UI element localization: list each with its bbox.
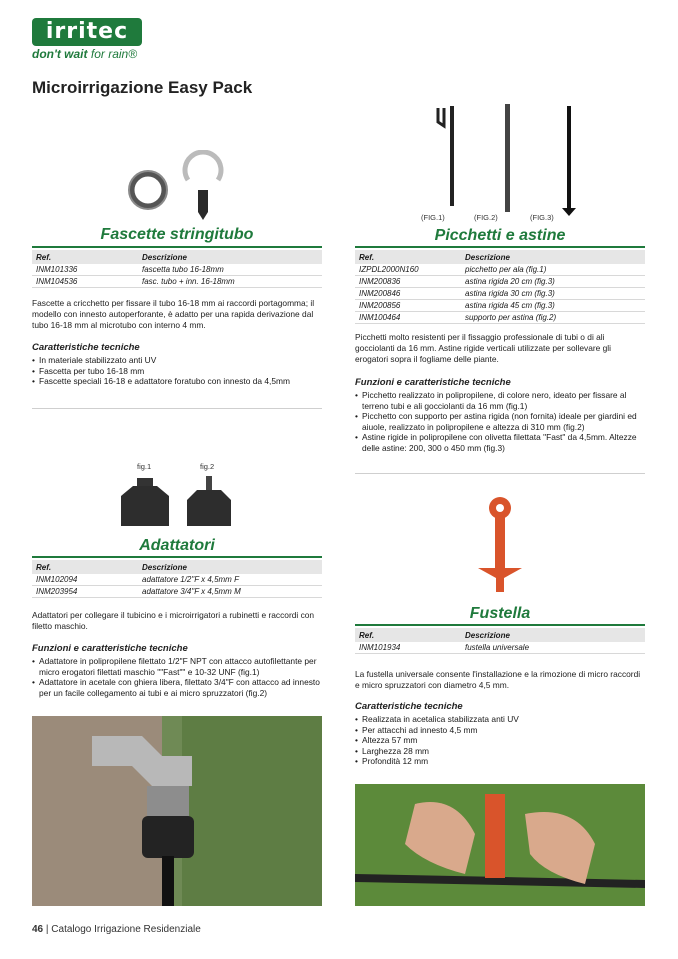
list-item: • Profondità 12 mm [355,756,645,767]
picchetti-rule [355,246,645,248]
fustella-description: La fustella universale consente l'installazione e la rimozione di micro raccordi e micro spruzzatori con diametro 4,5 mm. [355,669,641,690]
list-item: • Realizzata in acetalica stabilizzata anti UV [355,714,645,725]
adattatore-fig1-label: fig.1 [137,462,152,471]
fustella-rule [355,624,645,626]
fascette-product-image [120,150,240,230]
picchetti-title: Picchetti e astine [434,227,566,244]
list-item: • Picchetto con supporto per astina rigida (non fornita) ideale per giardini ed aiuole, realizzato in polipropilene e altezza di 310 mm (fig.2) [355,411,647,432]
picchetti-product-image [420,100,590,220]
picchetti-features [355,390,647,454]
picchetti-table: Ref. Descrizione IZPDL2000N160 picchetto per ala (fig.1) INM200836 astina rigida 20 cm (fig.3) INM200846 astina rigida 30 cm (fig.3) INM200856 astina rigida 45 cm (fig.3) INM100464 supporto per astina (fig.2) [355,250,645,324]
list-item: • Larghezza 28 mm [355,746,645,757]
adattatori-description: Adattatori per collegare il tubicino e i microirrigatori a rubinetti e raccordi con filetto maschio. [32,610,315,631]
fascette-description: Fascette a cricchetto per fissare il tubo 16-18 mm ai raccordi portagomma; il modello con innesto autoperforante, è adatto per una rapida derivazione dal tubo 16-18 mm al microtubo con interno 4 mm. [32,298,315,330]
adattatori-title: Adattatori [139,537,215,554]
list-item: • Altezza 57 mm [355,735,645,746]
fustella-photo [355,784,645,906]
table-row: IZPDL2000N160 picchetto per ala (fig.1) [355,264,645,276]
page-title: Microirrigazione Easy Pack [32,78,253,97]
fascette-features [32,355,322,387]
adattatore-fig2-label: fig.2 [200,462,215,471]
fustella-features-title: Caratteristiche tecniche [355,701,463,712]
list-item: • Adattatore in polipropilene filettato 1/2"F NPT con attacco autofilettante per micro erogatori filettati maschio ""Fast"" e 10-32 UNF (fig.1) [32,656,324,677]
list-item: • In materiale stabilizzato anti UV [32,355,322,366]
adattatori-features-title: Funzioni e caratteristiche tecniche [32,643,188,654]
fustella-table: Ref. Descrizione INM101934 fustella universale [355,628,645,654]
page-footer: 46 | Catalogo Irrigazione Residenziale [32,924,201,935]
table-row: INM200836 astina rigida 20 cm (fig.3) [355,276,645,288]
table-row: INM200846 astina rigida 30 cm (fig.3) [355,288,645,300]
adattatori-features [32,656,324,698]
adattatore-photo [32,716,322,906]
fustella-product-image [470,494,530,596]
adattatori-rule [32,556,322,558]
picchetti-description: Picchetti molto resistenti per il fissaggio professionale di tubi o di ali gocciolanti da 16 mm. Astine rigide verticali utilizzate per sollevare gli erogatori sopra il fogliame delle piante. [355,332,612,364]
fustella-features [355,714,645,767]
section-divider [355,473,645,474]
list-item: • Adattatore in acetale con ghiera libera, filettato 3/4"F con attacco ad innesto per un facile collegamento ai tubi e ai micro spruzzatori (fig.2) [32,677,324,698]
fig2-label: (FIG.2) [474,213,498,222]
fascette-features-title: Caratteristiche tecniche [32,342,140,353]
adattatori-product-image [115,474,245,530]
section-divider [32,408,322,409]
table-row: INM102094 adattatore 1/2"F x 4,5mm F [32,574,322,586]
table-row: INM101336 fascetta tubo 16-18mm [32,264,322,276]
table-row: INM101934 fustella universale [355,642,645,654]
irritec-logo: irritec [32,18,142,46]
table-row: INM104536 fasc. tubo + inn. 16-18mm [32,276,322,288]
list-item: • Per attacchi ad innesto 4,5 mm [355,725,645,736]
list-item: • Fascette speciali 16-18 e adattatore foratubo con innesto da 4,5mm [32,376,322,387]
list-item: • Picchetto realizzato in polipropilene, di colore nero, ideato per fissare al terreno tubi e ali gocciolanti da 16 mm (fig.1) [355,390,647,411]
table-row: INM200856 astina rigida 45 cm (fig.3) [355,300,645,312]
fascette-rule [32,246,322,248]
fig1-label: (FIG.1) [421,213,445,222]
brand-tagline: don't wait for rain® [32,47,138,61]
table-row: INM203954 adattatore 3/4"F x 4,5mm M [32,586,322,598]
picchetti-features-title: Funzioni e caratteristiche tecniche [355,377,511,388]
fig3-label: (FIG.3) [530,213,554,222]
fascette-title: Fascette stringitubo [100,226,254,243]
fascette-table: Ref. Descrizione INM101336 fascetta tubo 16-18mm INM104536 fasc. tubo + inn. 16-18mm [32,250,322,288]
list-item: • Fascetta per tubo 16-18 mm [32,366,322,377]
list-item: • Astine rigide in polipropilene con olivetta filettata "Fast" da 4,5mm. Altezze delle astine: 200, 300 o 450 mm (fig.3) [355,432,647,453]
table-row: INM100464 supporto per astina (fig.2) [355,312,645,324]
adattatori-table: Ref. Descrizione INM102094 adattatore 1/2"F x 4,5mm F INM203954 adattatore 3/4"F x 4,5mm M [32,560,322,598]
fustella-title: Fustella [469,605,531,622]
